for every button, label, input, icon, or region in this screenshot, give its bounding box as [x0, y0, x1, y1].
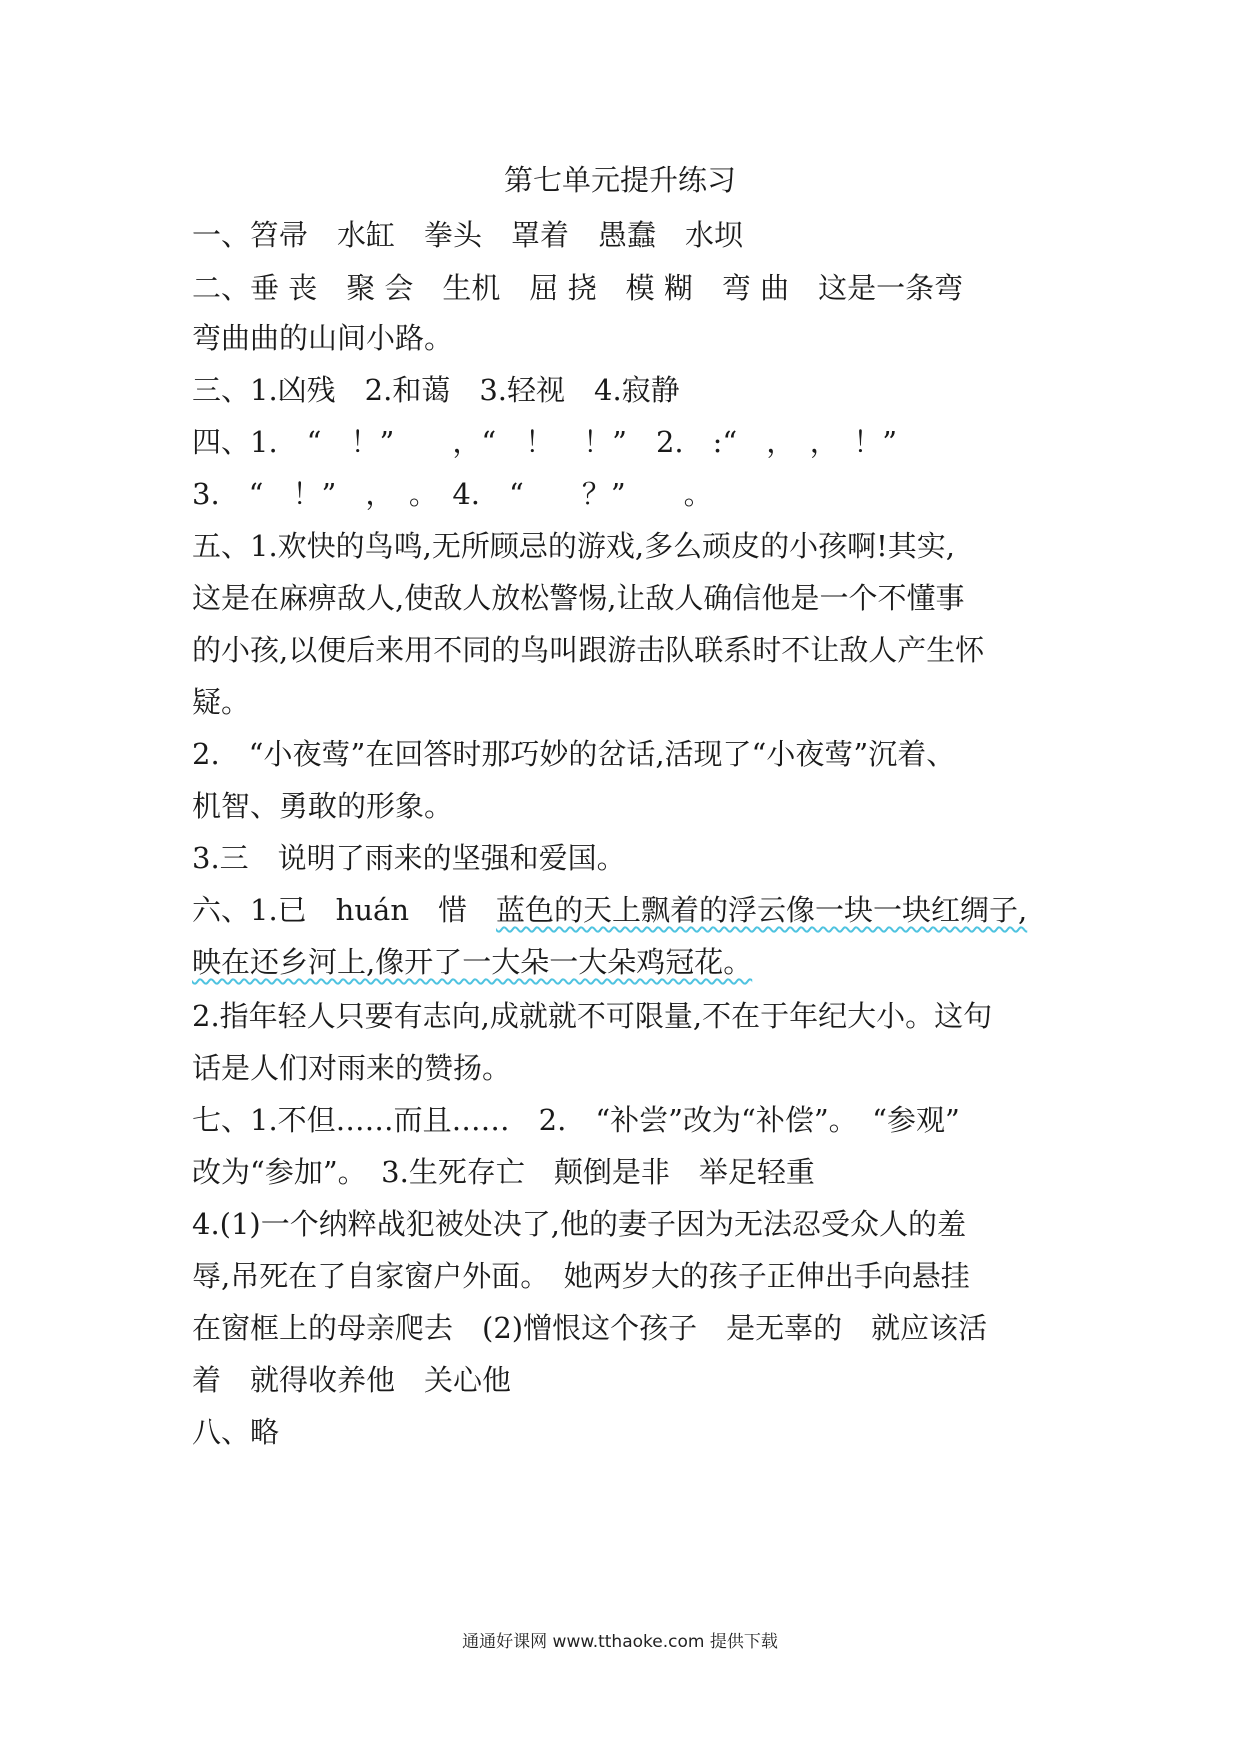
page-title: 第七单元提升练习 [503, 163, 736, 197]
answer-line-18: 七、1.不但……而且…… 2. “补尝”改为“补偿”。 “参观” [192, 1103, 960, 1137]
answer-line-3: 弯曲曲的山间小路。 [192, 321, 454, 355]
answer-line-6: 3. “ ！” ， 。 4. “ ？” 。 [192, 477, 713, 511]
answer-line-4: 三、1.凶残 2.和蔼 3.轻视 4.寂静 [192, 373, 680, 407]
underlined-sentence: 蓝色的天上飘着的浮云像一块一块红绸子, [496, 893, 1028, 927]
answer-line-24: 八、略 [192, 1415, 280, 1449]
footer-credit: 通通好课网 www.tthaoke.com 提供下载 [462, 1632, 778, 1652]
answer-line-15 [192, 942, 1082, 982]
section-six-prefix: 六、1.已 huán 惜 [192, 893, 496, 927]
answer-line-12: 机智、勇敢的形象。 [192, 789, 454, 823]
answer-line-21: 辱,吊死在了自家窗户外面。 她两岁大的孩子正伸出手向悬挂 [192, 1259, 970, 1293]
answer-line-10: 疑。 [192, 685, 251, 719]
answer-line-1: 一、笤帚 水缸 拳头 罩着 愚蠢 水坝 [192, 218, 744, 252]
answer-line-19: 改为“参加”。 3.生死存亡 颠倒是非 举足轻重 [192, 1155, 815, 1189]
answer-line-16: 2.指年轻人只要有志向,成就就不可限量,不在于年纪大小。这句 [192, 999, 993, 1033]
answer-line-17: 话是人们对雨来的赞扬。 [192, 1051, 512, 1085]
answer-line-5: 四、1. “ ！” ，“ ！ ！” 2. :“ ， ， ！” [192, 425, 898, 459]
underlined-sentence-continued: 映在还乡河上,像开了一大朵一大朵鸡冠花。 [192, 945, 753, 979]
answer-line-23: 着 就得收养他 关心他 [192, 1363, 512, 1397]
answer-line-11: 2. “小夜莺”在回答时那巧妙的岔话,活现了“小夜莺”沉着、 [192, 737, 956, 771]
answer-line-2: 二、垂 丧 聚 会 生机 屈 挠 模 糊 弯 曲 这是一条弯 [192, 271, 964, 305]
answer-line-22: 在窗框上的母亲爬去 (2)憎恨这个孩子 是无辜的 就应该活 [192, 1311, 988, 1345]
answer-line-20: 4.(1)一个纳粹战犯被处决了,他的妻子因为无法忍受众人的羞 [192, 1207, 966, 1241]
answer-line-8: 这是在麻痹敌人,使敌人放松警惕,让敌人确信他是一个不懂事 [192, 581, 965, 615]
answer-line-14 [192, 890, 1082, 930]
answer-line-13: 3.三 说明了雨来的坚强和爱国。 [192, 841, 626, 875]
answer-line-9: 的小孩,以便后来用不同的鸟叫跟游击队联系时不让敌人产生怀 [192, 633, 985, 667]
answer-line-7: 五、1.欢快的鸟鸣,无所顾忌的游戏,多么顽皮的小孩啊!其实, [192, 529, 955, 563]
